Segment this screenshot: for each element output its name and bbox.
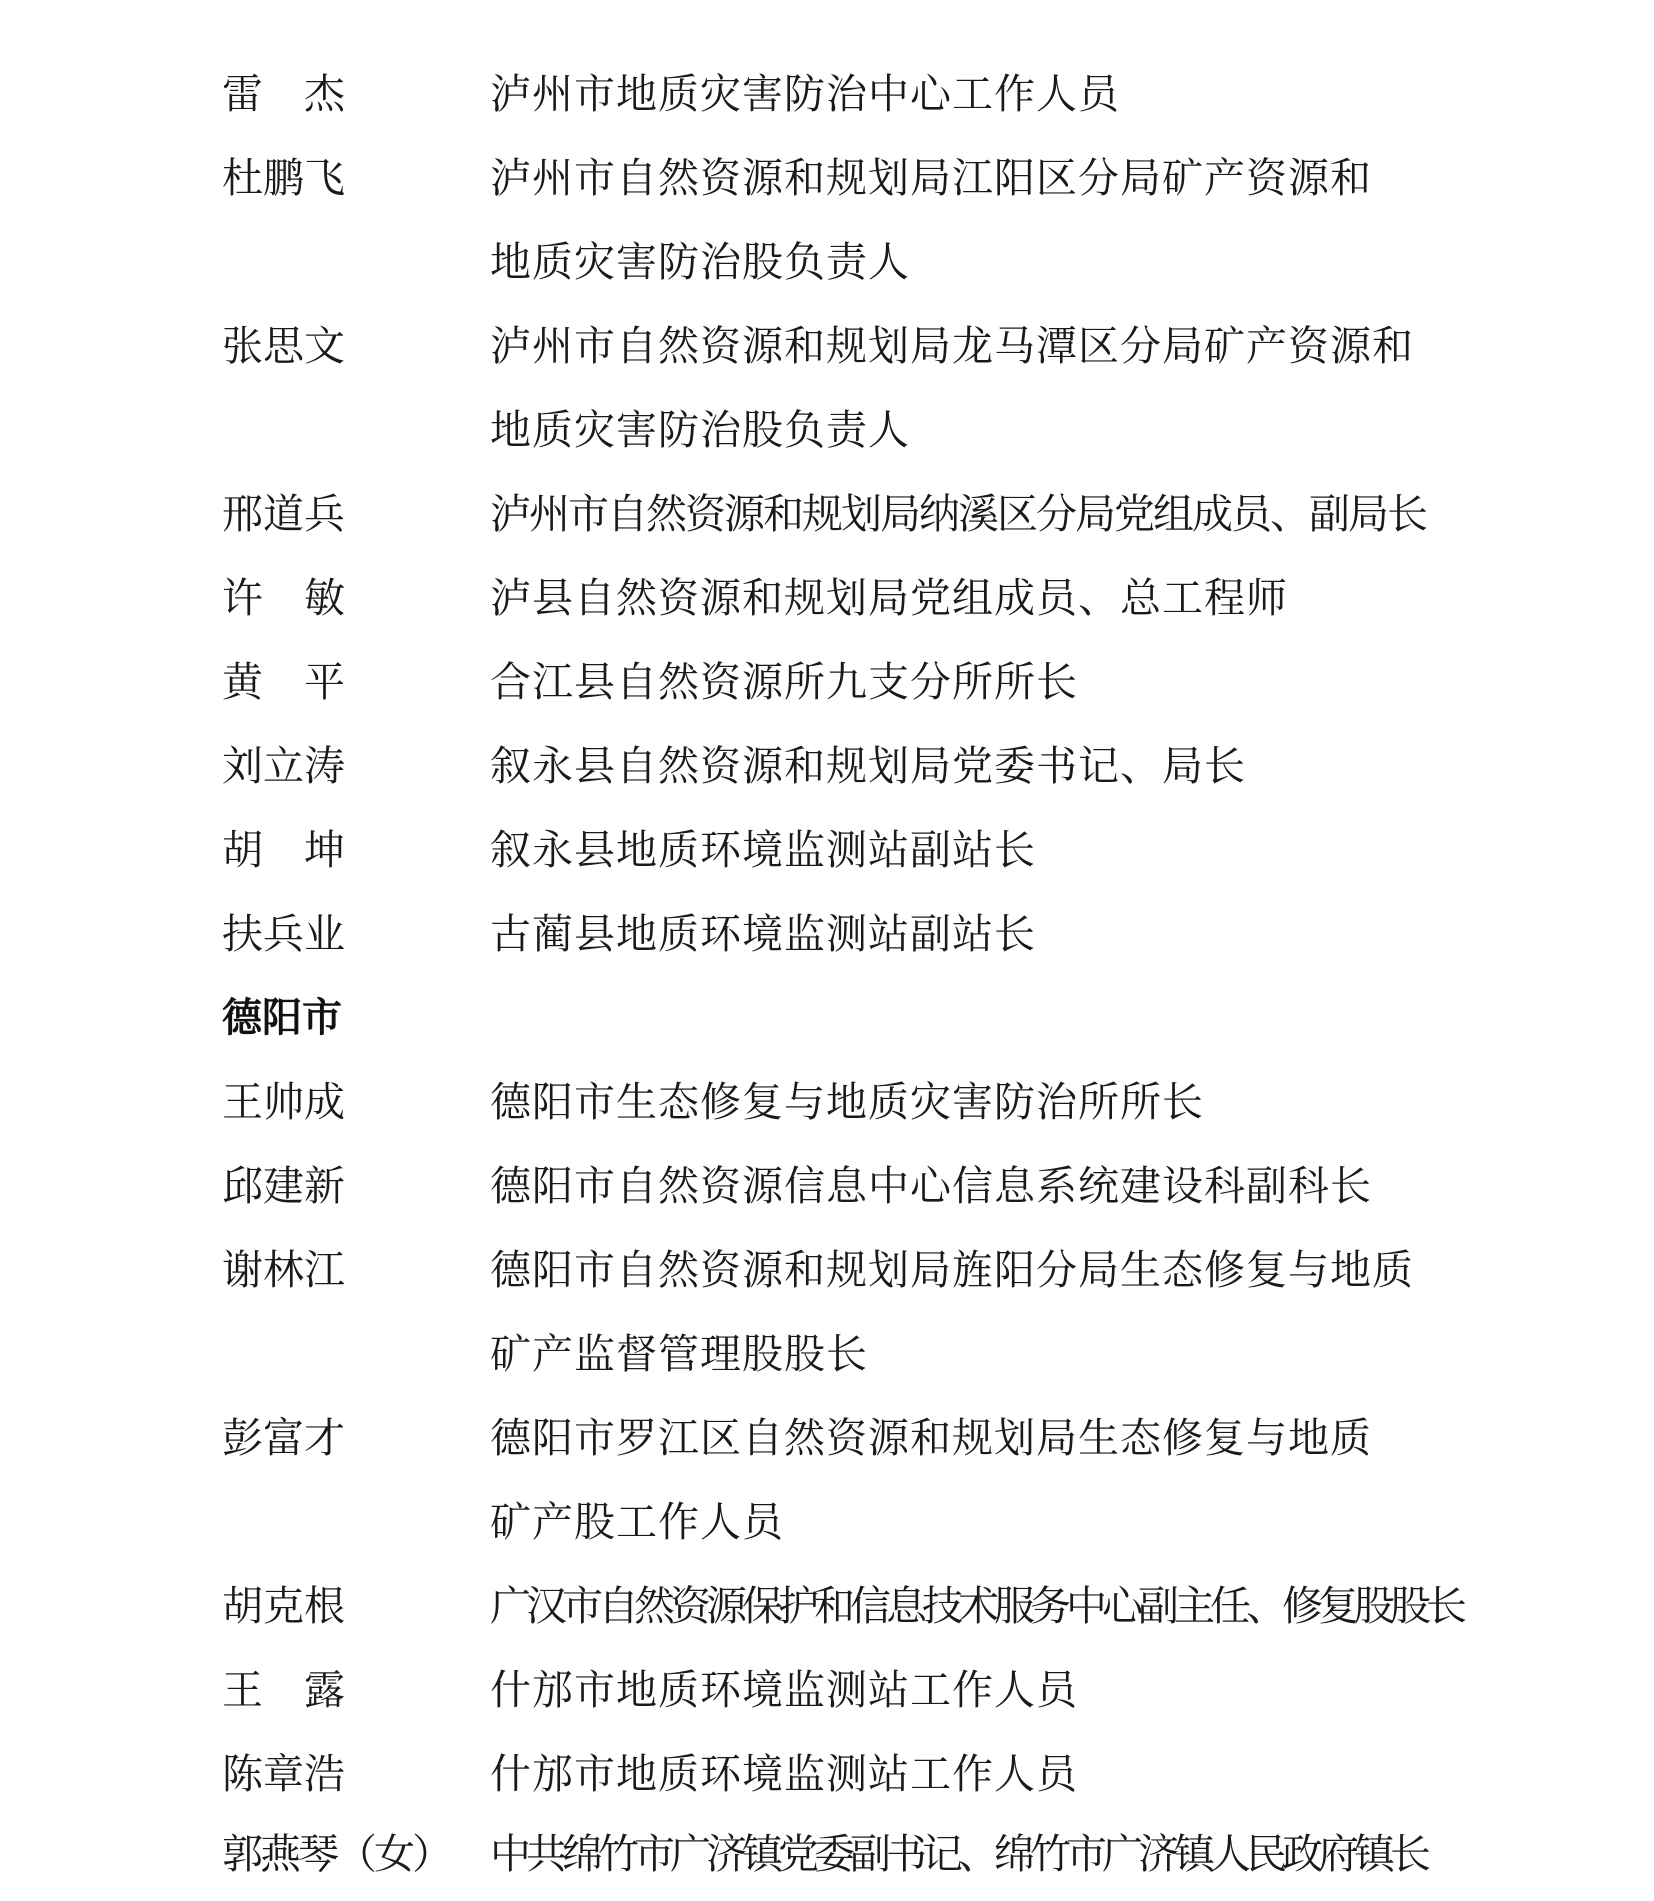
- person-role: 泸州市自然资源和规划局龙马潭区分局矿产资源和: [490, 322, 1414, 370]
- person-role: 什邡市地质环境监测站工作人员: [490, 1666, 1078, 1714]
- person-name: 胡 坤: [222, 826, 345, 874]
- person-role: 广汉市自然资源保护和信息技术服务中心副主任、修复股股长: [490, 1582, 1462, 1630]
- person-name: 雷 杰: [222, 70, 345, 118]
- person-name: 王 露: [222, 1666, 345, 1714]
- person-name: 许 敏: [222, 574, 345, 622]
- person-name: 邱建新: [222, 1162, 345, 1210]
- person-role: 泸州市地质灾害防治中心工作人员: [490, 70, 1120, 118]
- person-role: 德阳市罗江区自然资源和规划局生态修复与地质: [490, 1414, 1372, 1462]
- person-name: 王帅成: [222, 1078, 345, 1126]
- person-name: 彭富才: [222, 1414, 345, 1462]
- person-role-continued: 地质灾害防治股负责人: [490, 238, 910, 286]
- person-role: 泸县自然资源和规划局党组成员、总工程师: [490, 574, 1288, 622]
- person-role: 泸州市自然资源和规划局江阳区分局矿产资源和: [490, 154, 1372, 202]
- person-name: 黄 平: [222, 658, 345, 706]
- person-role: 中共绵竹市广济镇党委副书记、绵竹市广济镇人民政府镇长: [490, 1830, 1426, 1878]
- person-role: 叙永县自然资源和规划局党委书记、局长: [490, 742, 1246, 790]
- person-role: 泸州市自然资源和规划局纳溪区分局党组成员、副局长: [490, 490, 1426, 538]
- person-name: 杜鹏飞: [222, 154, 345, 202]
- person-role: 德阳市生态修复与地质灾害防治所所长: [490, 1078, 1204, 1126]
- person-name: 谢林江: [222, 1246, 345, 1294]
- person-role: 德阳市自然资源和规划局旌阳分局生态修复与地质: [490, 1246, 1414, 1294]
- person-name: 胡克根: [222, 1582, 345, 1630]
- person-role: 合江县自然资源所九支分所所长: [490, 658, 1078, 706]
- person-name: 扶兵业: [222, 910, 345, 958]
- person-role: 叙永县地质环境监测站副站长: [490, 826, 1036, 874]
- person-role: 什邡市地质环境监测站工作人员: [490, 1750, 1078, 1798]
- person-name: 刘立涛: [222, 742, 345, 790]
- person-name: 张思文: [222, 322, 345, 370]
- person-name: 郭燕琴（女）: [222, 1830, 450, 1878]
- person-role: 古蔺县地质环境监测站副站长: [490, 910, 1036, 958]
- person-role-continued: 矿产监督管理股股长: [490, 1330, 868, 1378]
- person-role: 德阳市自然资源信息中心信息系统建设科副科长: [490, 1162, 1372, 1210]
- section-heading: 德阳市: [222, 995, 342, 1041]
- person-role-continued: 矿产股工作人员: [490, 1498, 784, 1546]
- person-name: 陈章浩: [222, 1750, 345, 1798]
- person-name: 邢道兵: [222, 490, 345, 538]
- person-role-continued: 地质灾害防治股负责人: [490, 406, 910, 454]
